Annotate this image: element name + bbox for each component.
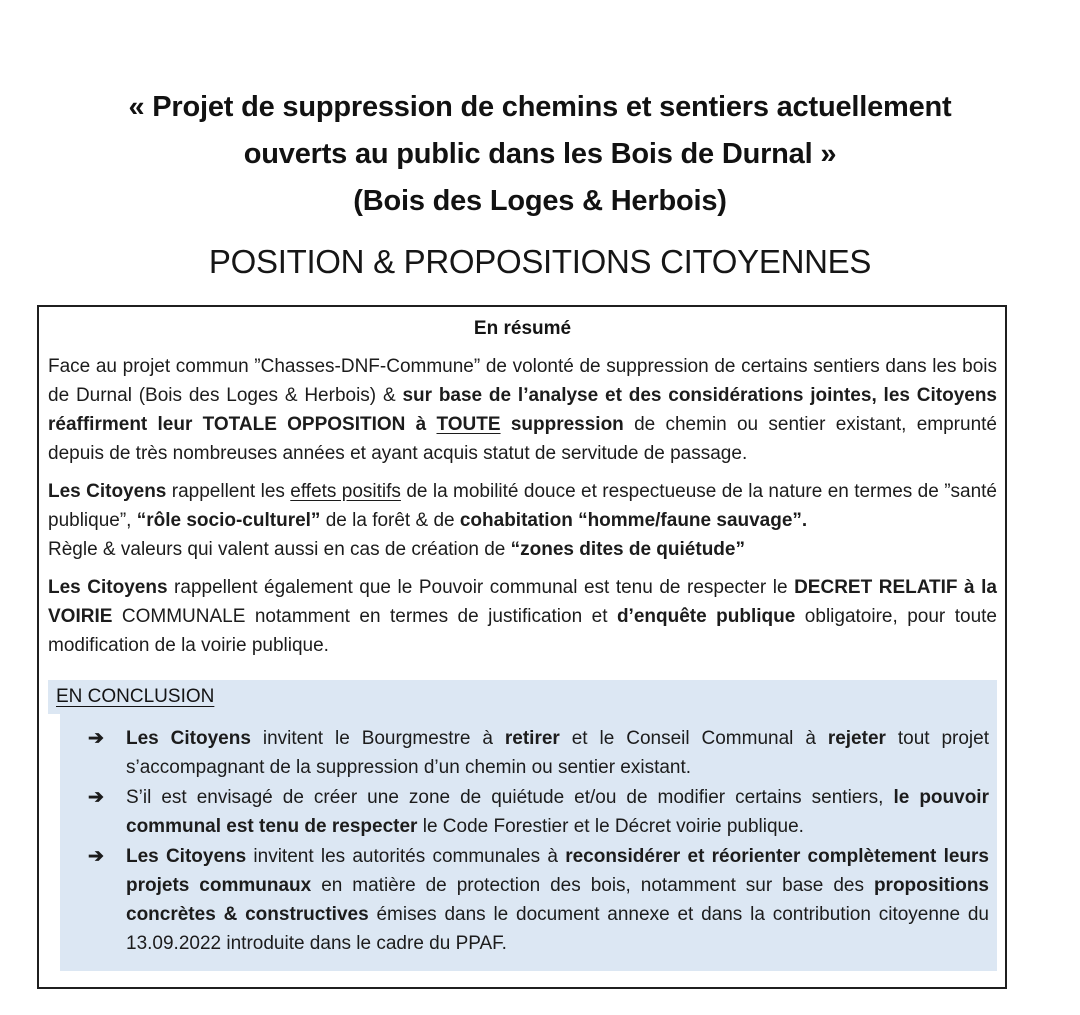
arrow-bullet-icon: ➔	[88, 846, 104, 867]
bullet-list	[60, 724, 989, 958]
summary-paragraph-3: Les Citoyens rappellent également que le Pouvoir communal est tenu de respecter le DECRET RELATIF à la VOIRIE COMMUNALE notamment en termes de justification et d’enquête publique obligatoire, pour toute modification de la voirie publique.	[48, 577, 997, 656]
bullet-text: Les Citoyens invitent les autorités communales à reconsidérer et réorienter complètement leurs projets communaux en matière de protection des bois, notamment sur base des propositions concrètes & constructives émises dans le document annexe et dans la contribution citoyenne du 13.09.2022 introduite dans le cadre du PPAF.	[126, 846, 990, 954]
conclusion-section	[48, 680, 997, 971]
summary-box-heading: En résumé	[473, 318, 572, 339]
conclusion-heading-band	[48, 680, 997, 714]
title-block	[0, 84, 1080, 285]
page-title-line-2: ouverts au public dans les Bois de Durnal »	[243, 138, 837, 170]
summary-paragraph-2: Les Citoyens rappellent les effets positifs de la mobilité douce et respectueuse de la nature en termes de ”santé publique”, “rôle socio-culturel” de la forêt & de cohabitation “homme/faune sauvage”. Règle & valeurs qui valent aussi en cas de création de “zones dites de quiétude”	[48, 481, 997, 560]
page-title-line-1: « Projet de suppression de chemins et sentiers actuellement	[128, 91, 952, 123]
conclusion-heading: EN CONCLUSION	[56, 686, 215, 707]
summary-paragraph-1: Face au projet commun ”Chasses-DNF-Commune” de volonté de suppression de certains sentiers dans les bois de Durnal (Bois des Loges & Herbois) & sur base de l’analyse et des considérations jointes, les Citoyens réaffirment leur TOTALE OPPOSITION à TOUTE suppression de chemin ou sentier existant, emprunté depuis de très nombreuses années et ayant acquis statut de servitude de passage.	[48, 356, 997, 464]
list-item	[60, 783, 989, 841]
page-subtitle: POSITION & PROPOSITIONS CITOYENNES	[208, 243, 872, 280]
arrow-bullet-icon: ➔	[88, 728, 104, 749]
list-item	[60, 724, 989, 782]
bullet-text: S’il est envisagé de créer une zone de quiétude et/ou de modifier certains sentiers, le pouvoir communal est tenu de respecter le Code Forestier et le Décret voirie publique.	[126, 787, 989, 837]
arrow-bullet-icon: ➔	[88, 787, 104, 808]
page-title-line-3: (Bois des Loges & Herbois)	[353, 185, 727, 217]
summary-box	[37, 305, 1007, 989]
list-item	[60, 842, 989, 958]
bullet-text: Les Citoyens invitent le Bourgmestre à retirer et le Conseil Communal à rejeter tout projet s’accompagnant de la suppression d’un chemin ou sentier existant.	[126, 728, 989, 778]
conclusion-bullet-block	[60, 714, 997, 971]
